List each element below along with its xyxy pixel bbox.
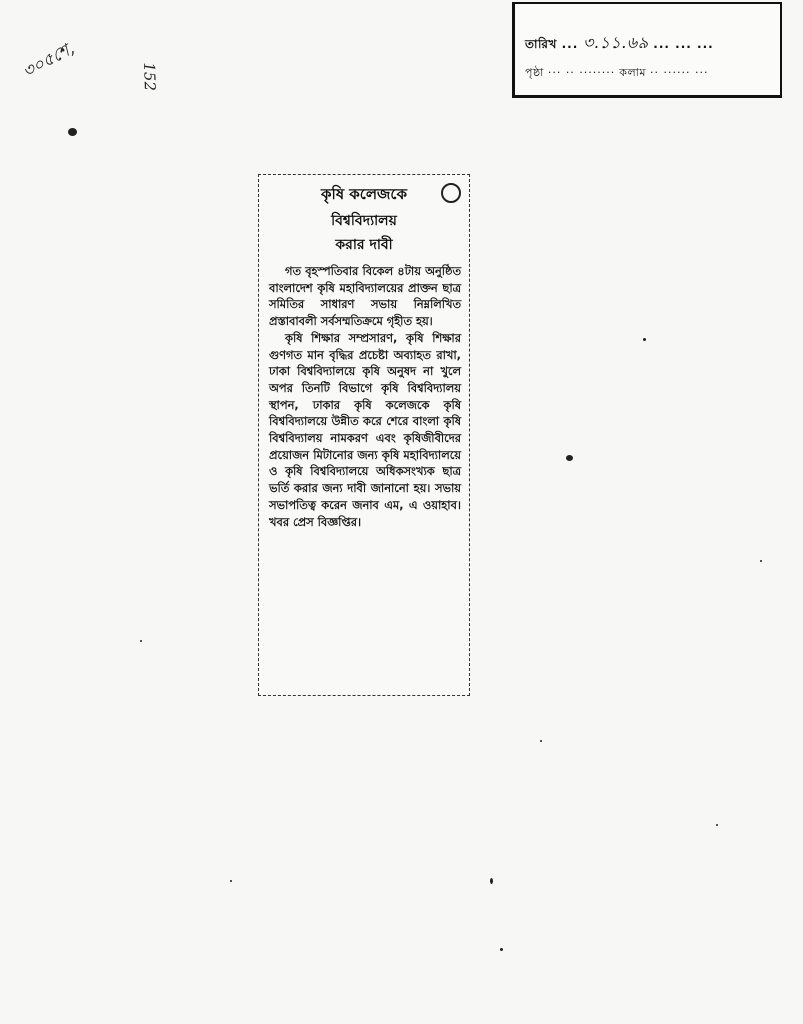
ink-speck: [643, 338, 646, 341]
headline-line-1: কৃষি কলেজকে: [321, 185, 407, 203]
ink-speck: [500, 948, 503, 951]
newspaper-clipping: [258, 174, 470, 696]
ink-speck: [716, 824, 718, 826]
ink-speck: [540, 740, 542, 742]
stamp-date-label: তারিখ: [525, 37, 557, 51]
stamp-column-label: কলাম: [619, 66, 646, 79]
date-stamp-box: [512, 2, 782, 98]
stamp-date-row: তারিখ ... ৩.১১.৬৯ ... ... ...: [525, 33, 714, 52]
handwritten-number: 152: [140, 62, 159, 92]
ink-speck: [230, 880, 232, 882]
stamp-date-value: ৩.১১.৬৯: [582, 33, 649, 52]
ink-speck: [490, 878, 493, 884]
ink-speck: [566, 455, 573, 461]
article-body: [269, 263, 461, 530]
ink-speck: [760, 560, 762, 562]
ink-speck: [140, 640, 142, 642]
handwritten-note: ৩০৫শে,: [19, 38, 78, 83]
stamp-page-row: পৃষ্ঠা ··· ·· ········ কলাম ·· ······ ···: [525, 66, 709, 79]
article-paragraph-2: কৃষি শিক্ষার সম্প্রসারণ, কৃষি শিক্ষার গুণগত মান বৃদ্ধির প্রচেষ্টা অব্যাহত রাখা, ঢাকা বিশ্ববিদ্যালয়ে কৃষি অনুষদ না খুলে অপর তিনটি বিভাগে কৃষি বিশ্ববিদ্যালয় স্থাপন, ঢাকার কৃষি কলেজকে কৃষি বিশ্ববিদ্যালয়ে উন্নীত করে শেরে বাংলা কৃষি বিশ্ববিদ্যালয় নামকরণ এবং কৃষিজীবীদের প্রয়োজন মিটানোর জন্য কৃষি মহাবিদ্যালয়ে ও কৃষি বিশ্ববিদ্যালয়ে অধিকসংখ্যক ছাত্র ভর্তি করার জন্য দাবী জানানো হয়। সভায় সভাপতিত্ব করেন জনাব এম, এ ওয়াহাব। খবর প্রেস বিজ্ঞপ্তির।: [269, 330, 461, 529]
headline-line-2: বিশ্ববিদ্যালয়: [331, 213, 397, 229]
headline-line-3: করার দাবী: [335, 237, 393, 253]
stamp-page-label: পৃষ্ঠা: [525, 66, 544, 79]
article-paragraph-1: গত বৃহস্পতিবার বিকেল ৪টায় অনুষ্ঠিত বাংলাদেশ কৃষি মহাবিদ্যালয়ের প্রাক্তন ছাত্র সমিতির সাধারণ সভায় নিম্নলিখিত প্রস্তাবাবলী সর্বসম্মতিক্রমে গৃহীত হয়।: [269, 264, 461, 329]
ink-speck: [68, 128, 77, 136]
